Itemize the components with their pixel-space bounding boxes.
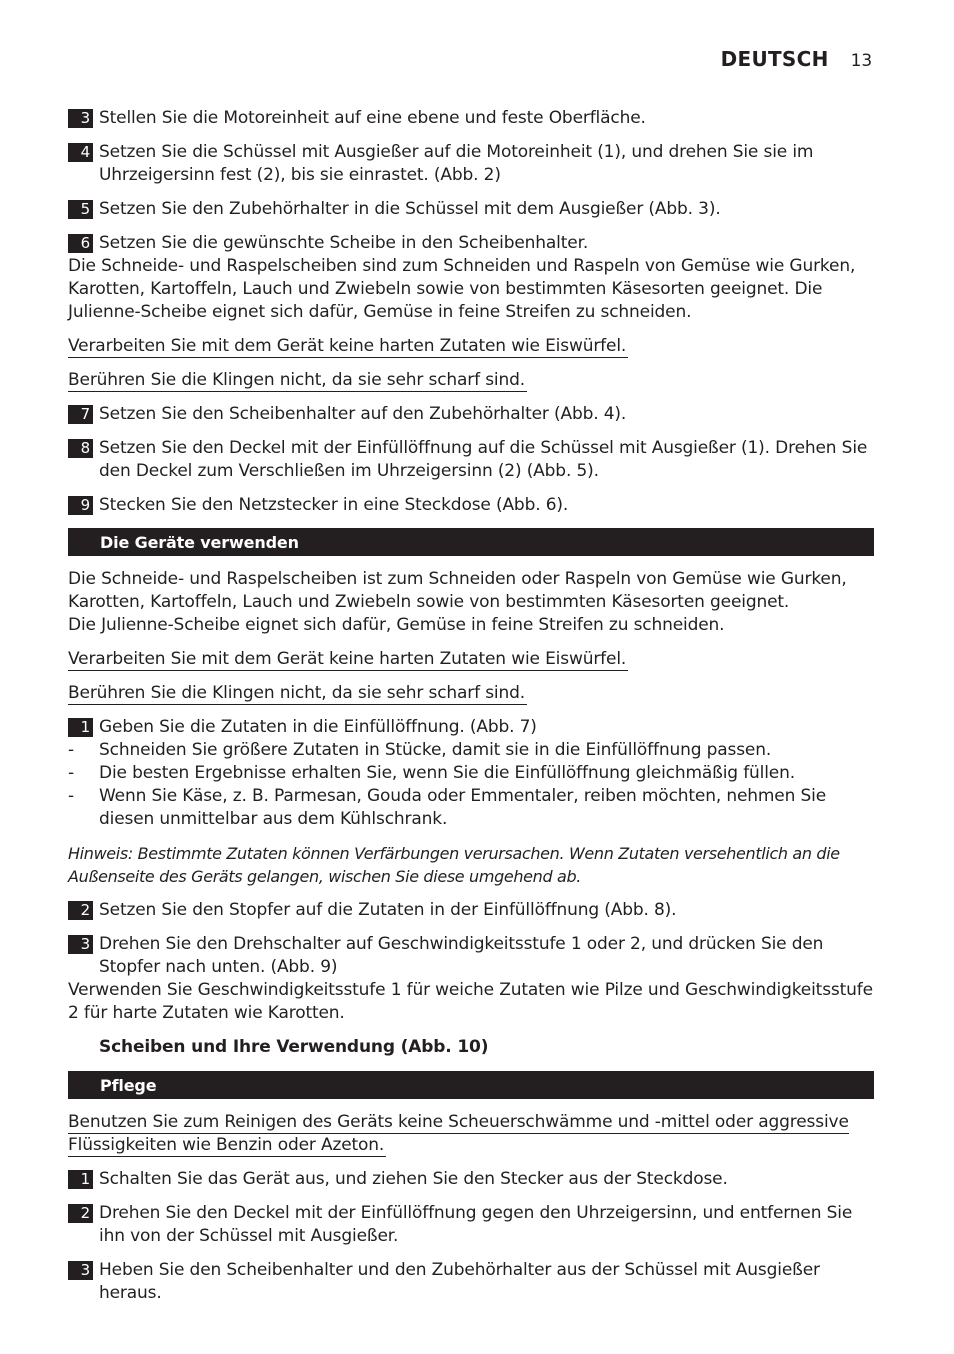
step-number: 3 — [68, 1261, 93, 1280]
use-intro: Die Schneide- und Raspelscheiben ist zum Schneiden oder Raspeln von Gemüse wie Gurken, Karotten, Kartoffeln, Lauch und Zwiebeln sowie von bestimmten Käsesorten geeignet. — [68, 569, 847, 612]
step-number: 9 — [68, 496, 93, 515]
step-item — [68, 716, 874, 739]
step-item — [68, 403, 874, 426]
step-item — [68, 198, 874, 221]
step-text: Setzen Sie die Schüssel mit Ausgießer auf die Motoreinheit (1), und drehen Sie sie im Uhrzeigersinn fest (2), bis sie einrastet. (Abb. 2) — [99, 142, 814, 185]
list-item — [68, 762, 874, 785]
warning-hard-ingredients: Verarbeiten Sie mit dem Gerät keine harten Zutaten wie Eiswürfel. — [68, 336, 627, 356]
warning-text — [68, 648, 874, 671]
warning-sharp-blades: Berühren Sie die Klingen nicht, da sie sehr scharf sind. — [68, 683, 526, 703]
warning-cleaning: Benutzen Sie zum Reinigen des Geräts keine Scheuerschwämme und -mittel oder aggressive Flüssigkeiten wie Benzin oder Azeton. — [68, 1112, 849, 1155]
step-number: 3 — [68, 109, 93, 128]
bullet-text: Schneiden Sie größere Zutaten in Stücke, damit sie in die Einfüllöffnung passen. — [99, 740, 772, 760]
step-number: 5 — [68, 200, 93, 219]
step-number: 7 — [68, 405, 93, 424]
step-text: Schalten Sie das Gerät aus, und ziehen Sie den Stecker aus der Steckdose. — [99, 1169, 728, 1189]
list-item — [68, 739, 874, 762]
use-intro-julienne: Die Julienne-Scheibe eignet sich dafür, Gemüse in feine Streifen zu schneiden. — [68, 615, 725, 635]
bullet-text: Die besten Ergebnisse erhalten Sie, wenn Sie die Einfüllöffnung gleichmäßig füllen. — [99, 763, 795, 783]
warning-text — [68, 369, 874, 392]
speed-note: Verwenden Sie Geschwindigkeitsstufe 1 für weiche Zutaten wie Pilze und Geschwindigkeitsstufe 2 für harte Zutaten wie Karotten. — [68, 980, 873, 1023]
step-number: 3 — [68, 935, 93, 954]
page-content — [68, 107, 874, 1316]
warning-text — [68, 1111, 874, 1157]
step-number: 6 — [68, 234, 93, 253]
bullet-dash: - — [68, 740, 74, 760]
step-text: Drehen Sie den Deckel mit der Einfüllöffnung gegen den Uhrzeigersinn, und entfernen Sie ihn von der Schüssel mit Ausgießer. — [99, 1203, 853, 1246]
warning-sharp-blades: Berühren Sie die Klingen nicht, da sie sehr scharf sind. — [68, 370, 526, 390]
step-text: Drehen Sie den Drehschalter auf Geschwindigkeitsstufe 1 oder 2, und drücken Sie den Stopfer nach unten. (Abb. 9) — [99, 934, 824, 977]
discs-subheading: Scheiben und Ihre Verwendung (Abb. 10) — [99, 1037, 489, 1057]
step-text: Setzen Sie den Stopfer auf die Zutaten in der Einfüllöffnung (Abb. 8). — [99, 900, 677, 920]
page-header — [721, 48, 872, 73]
step-text: Setzen Sie den Deckel mit der Einfüllöffnung auf die Schüssel mit Ausgießer (1). Drehen Sie den Deckel zum Verschließen im Uhrzeigersinn (2) (Abb. 5). — [99, 438, 868, 481]
step-number: 2 — [68, 1204, 93, 1223]
step-item — [68, 933, 874, 979]
step-text: Setzen Sie die gewünschte Scheibe in den Scheibenhalter. — [99, 233, 589, 253]
step-item — [68, 107, 874, 130]
step-text: Setzen Sie den Zubehörhalter in die Schüssel mit dem Ausgießer (Abb. 3). — [99, 199, 721, 219]
step-number: 2 — [68, 901, 93, 920]
step-text: Geben Sie die Zutaten in die Einfüllöffnung. (Abb. 7) — [99, 717, 537, 737]
step-item — [68, 899, 874, 922]
section-heading-care: Pflege — [68, 1071, 874, 1099]
list-item — [68, 785, 874, 831]
bullet-dash: - — [68, 786, 74, 806]
step-number: 1 — [68, 1170, 93, 1189]
step-item — [68, 1202, 874, 1248]
page-number: 13 — [850, 51, 872, 71]
step-text: Heben Sie den Scheibenhalter und den Zubehörhalter aus der Schüssel mit Ausgießer heraus. — [99, 1260, 820, 1303]
hint-note: Hinweis: Bestimmte Zutaten können Verfärbungen verursachen. Wenn Zutaten versehentlich an die Außenseite des Geräts gelangen, wischen Sie diese umgehend ab. — [68, 844, 840, 886]
step-item — [68, 141, 874, 187]
step-item — [68, 494, 874, 517]
step-item — [68, 437, 874, 483]
bullet-dash: - — [68, 763, 74, 783]
step-item — [68, 232, 874, 255]
warning-text — [68, 335, 874, 358]
bullet-text: Wenn Sie Käse, z. B. Parmesan, Gouda oder Emmentaler, reiben möchten, nehmen Sie diesen unmittelbar aus dem Kühlschrank. — [99, 786, 827, 829]
warning-text — [68, 682, 874, 705]
step-item — [68, 1259, 874, 1305]
warning-hard-ingredients: Verarbeiten Sie mit dem Gerät keine harten Zutaten wie Eiswürfel. — [68, 649, 627, 669]
step-text: Stellen Sie die Motoreinheit auf eine ebene und feste Oberfläche. — [99, 108, 646, 128]
step-item — [68, 1168, 874, 1191]
step-text: Stecken Sie den Netzstecker in eine Steckdose (Abb. 6). — [99, 495, 569, 515]
step-number: 8 — [68, 439, 93, 458]
step-number: 4 — [68, 143, 93, 162]
language-label: DEUTSCH — [720, 47, 829, 71]
section-heading-use: Die Geräte verwenden — [68, 528, 874, 556]
disc-description: Die Schneide- und Raspelscheiben sind zum Schneiden und Raspeln von Gemüse wie Gurken, Karotten, Kartoffeln, Lauch und Zwiebeln sowie von bestimmten Käsesorten geeignet. Die Julienne-Scheibe eignet sich dafür, Gemüse in feine Streifen zu schneiden. — [68, 256, 856, 322]
step-number: 1 — [68, 718, 93, 737]
step-text: Setzen Sie den Scheibenhalter auf den Zubehörhalter (Abb. 4). — [99, 404, 627, 424]
